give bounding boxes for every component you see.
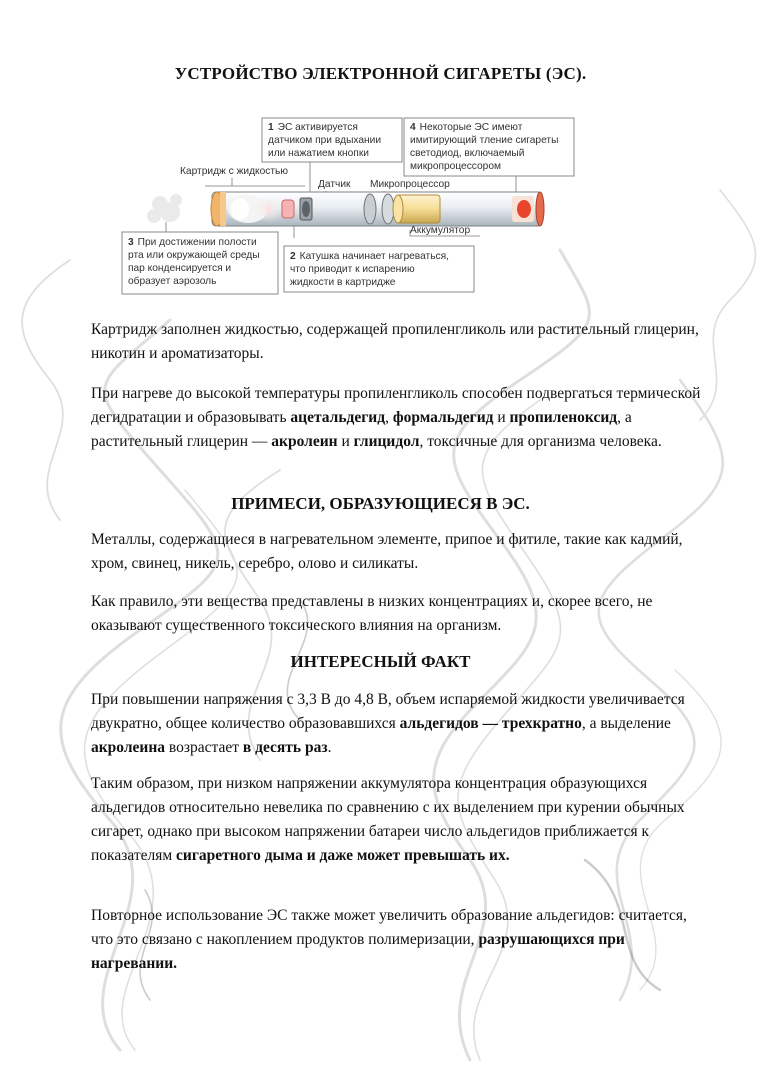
heading-fact: ИНТЕРЕСНЫЙ ФАКТ [290, 652, 471, 671]
text-run: Картридж заполнен жидкостью, содержащей пропиленгликоль или растительный глицерин, никотин и ароматизаторы. [91, 321, 699, 362]
callout-4-line-4: микропроцессором [410, 161, 502, 172]
bold-text-run: глицидол [353, 433, 420, 450]
callout-3-number: 3 [128, 237, 134, 248]
led-tip [517, 200, 531, 218]
heating-coil [282, 200, 294, 218]
label-battery: Аккумулятор [410, 225, 471, 236]
text-run: Таким образом, при низком напряжении аккумулятора концентрация образующихся альдегидов относительно невелика по сравнению с их выделением при курении обычных сигарет, однако при высоком напряжении батареи число альдегидов приближается к показателям [91, 775, 685, 864]
bold-text-run: сигаретного дыма и даже может превышать их. [176, 847, 510, 864]
callout-4-number: 4 [410, 122, 416, 133]
callout-4-line-2: имитирующий тление сигареты [410, 135, 559, 146]
paragraph-concentration [91, 590, 701, 638]
text-run: , токсичные для организма человека. [419, 433, 662, 450]
callout-2-line-2: что приводит к испарению [290, 264, 415, 275]
paragraph-metals [91, 528, 701, 576]
paragraph-heating [91, 382, 701, 454]
svg-text:2Катушка начинает нагреваться, [290, 251, 449, 262]
text-run: возрастает [165, 739, 243, 756]
callout-1-line-1: ЭС активируется [277, 122, 358, 133]
bold-text-run: формальдегид [392, 409, 494, 426]
bold-text-run: в десять раз [242, 739, 328, 756]
text-run: и [337, 433, 354, 450]
text-run: , [385, 409, 393, 426]
bold-text-run: альдегидов — трехкратно [399, 715, 582, 732]
paragraph-reuse [91, 904, 701, 976]
paragraph-cartridge [91, 318, 701, 366]
e-cigarette-diagram [128, 112, 600, 302]
callout-3-line-2: рта или окружающей среды [128, 250, 260, 261]
paragraph-conclusion [91, 772, 701, 868]
label-cartridge: Картридж с жидкостью [180, 166, 288, 177]
callout-1-line-3: или нажатием кнопки [268, 148, 369, 159]
text-run: Металлы, содержащиеся в нагревательном элементе, припое и фитиле, такие как кадмий, хром, свинец, никель, серебро, олово и силикаты. [91, 531, 683, 572]
callout-2-line-3: жидкости в картридже [290, 277, 396, 288]
text-run: Как правило, эти вещества представлены в низких концентрациях и, скорее всего, не оказывают существенного токсического влияния на организм. [91, 593, 653, 634]
text-run: , а растительный глицерин — [91, 409, 632, 450]
svg-text:1ЭС активируется [268, 122, 358, 133]
callout-2-line-1: Катушка начинает нагреваться, [299, 251, 449, 262]
page-title: УСТРОЙСТВО ЭЛЕКТРОННОЙ СИГАРЕТЫ (ЭС). [174, 64, 587, 83]
text-run: , а выделение [581, 715, 671, 732]
svg-text:3При достижении полости [128, 237, 257, 248]
callout-2-number: 2 [290, 251, 296, 262]
text-run: . [327, 739, 332, 756]
bold-text-run: пропиленоксид [509, 409, 618, 426]
text-run: При повышении напряжения с 3,3 В до 4,8 В, объем испаряемой жидкости увеличивается двукратно, общее количество образовавшихся [91, 691, 685, 732]
callout-3-line-4: образует аэрозоль [128, 276, 217, 287]
paragraph-voltage [91, 688, 701, 760]
callout-3-line-1: При достижении полости [137, 237, 257, 248]
callout-4-line-3: светодиод, включаемый [410, 148, 525, 159]
callout-3-line-3: пар конденсируется и [128, 263, 232, 274]
text-run: Повторное использование ЭС также может увеличить образование альдегидов: считается, что это связано с накоплением продуктов полимеризации, [91, 907, 687, 948]
bold-text-run: разрушающихся при нагревании. [91, 931, 625, 972]
bold-text-run: ацетальдегид [290, 409, 386, 426]
text-run: и [493, 409, 510, 426]
callout-1-line-2: датчиком при вдыхании [268, 135, 382, 146]
bold-text-run: акролеин [271, 433, 338, 450]
callout-1-number: 1 [268, 122, 274, 133]
label-microprocessor: Микропроцессор [370, 179, 450, 190]
svg-text:4Некоторые ЭС имеют [410, 122, 523, 133]
callout-4-line-1: Некоторые ЭС имеют [419, 122, 523, 133]
bold-text-run: акролеина [91, 739, 166, 756]
label-sensor: Датчик [318, 179, 351, 190]
text-run: При нагреве до высокой температуры пропиленгликоль способен подвергаться термической дегидратации и образовывать [91, 385, 701, 426]
heading-impurities: ПРИМЕСИ, ОБРАЗУЮЩИЕСЯ В ЭС. [231, 494, 530, 513]
